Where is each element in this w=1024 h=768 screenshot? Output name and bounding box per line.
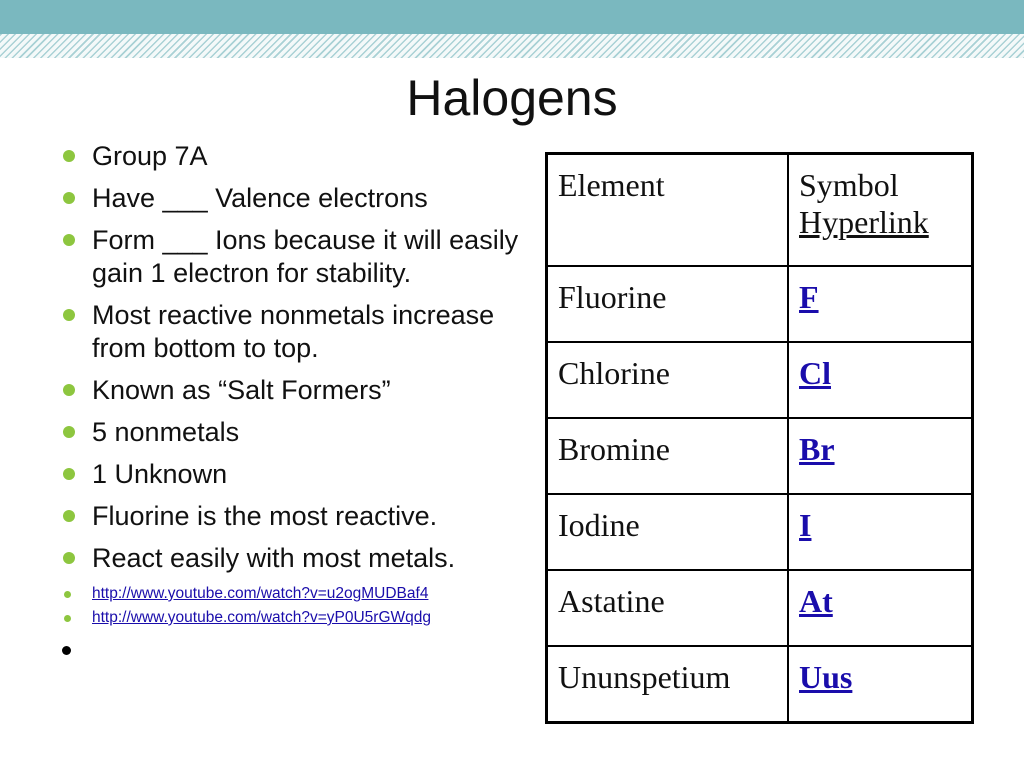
table-header-row [547,154,973,267]
youtube-link-2[interactable]: http://www.youtube.com/watch?v=yP0U5rGWqdg [92,609,432,626]
bullet-text: Known as “Salt Formers” [92,375,391,405]
symbol-link[interactable]: Uus [799,659,853,695]
table-row [547,570,973,646]
element-name: Chlorine [547,342,789,418]
table-row [547,494,973,570]
bullet-item [62,182,532,215]
bullet-dot-icon [63,309,75,321]
bullet-dot-icon [62,646,71,655]
bullet-item [62,458,532,491]
header-band [0,0,1024,34]
element-name: Astatine [547,570,789,646]
bullet-text: Form ___ Ions because it will easily gain 1 electron for stability. [92,225,519,288]
symbol-link[interactable]: Br [799,431,835,467]
bullet-item [62,374,532,407]
table-row [547,418,973,494]
symbol-cell [788,266,973,342]
bullet-text: Group 7A [92,141,208,171]
slide-title: Halogens [406,70,618,126]
header-hatch-band [0,34,1024,58]
bullet-dot-icon [63,552,75,564]
bullet-item [62,140,532,173]
symbol-link[interactable]: At [799,583,833,619]
bullet-dot-icon [64,591,71,598]
symbol-cell [788,418,973,494]
bullet-text: Most reactive nonmetals increase from bottom to top. [92,300,495,363]
bullet-text: 5 nonmetals [92,417,240,447]
element-name: Fluorine [547,266,789,342]
bullet-dot-icon [63,234,75,246]
bullet-item [62,416,532,449]
bullet-list [62,140,532,664]
table-row [547,342,973,418]
bullet-text: 1 Unknown [92,459,228,489]
table-row [547,266,973,342]
bullet-item [62,542,532,575]
symbol-cell [788,494,973,570]
bullet-dot-icon [63,510,75,522]
header-symbol: Symbol [799,167,899,203]
bullet-dot-icon [64,615,71,622]
symbol-cell [788,342,973,418]
bullet-item [62,299,532,365]
bullet-dot-icon [63,384,75,396]
youtube-link-1[interactable]: http://www.youtube.com/watch?v=u2ogMUDBaf4 [92,585,429,602]
symbol-link[interactable]: Cl [799,355,831,391]
bullet-dot-icon [63,192,75,204]
bullet-dot-icon [63,468,75,480]
symbol-link[interactable]: I [799,507,812,543]
header-hyperlink: Hyperlink [799,204,929,240]
header-symbol-hyperlink [788,154,973,267]
bullet-text: Have ___ Valence electrons [92,183,428,213]
symbol-link[interactable]: F [799,279,819,315]
bullet-dot-icon [63,426,75,438]
bullet-text: React easily with most metals. [92,543,456,573]
element-name: Bromine [547,418,789,494]
link-item [62,584,532,604]
bullet-item [62,500,532,533]
symbol-cell [788,570,973,646]
bullet-text: Fluorine is the most reactive. [92,501,438,531]
element-name: Ununspetium [547,646,789,723]
halogen-table [545,152,974,724]
table-row [547,646,973,723]
bullet-dot-icon [63,150,75,162]
symbol-cell [788,646,973,723]
element-name: Iodine [547,494,789,570]
header-element: Element [547,154,789,267]
link-item [62,608,532,628]
empty-bullet-item [62,634,532,664]
bullet-item [62,224,532,290]
